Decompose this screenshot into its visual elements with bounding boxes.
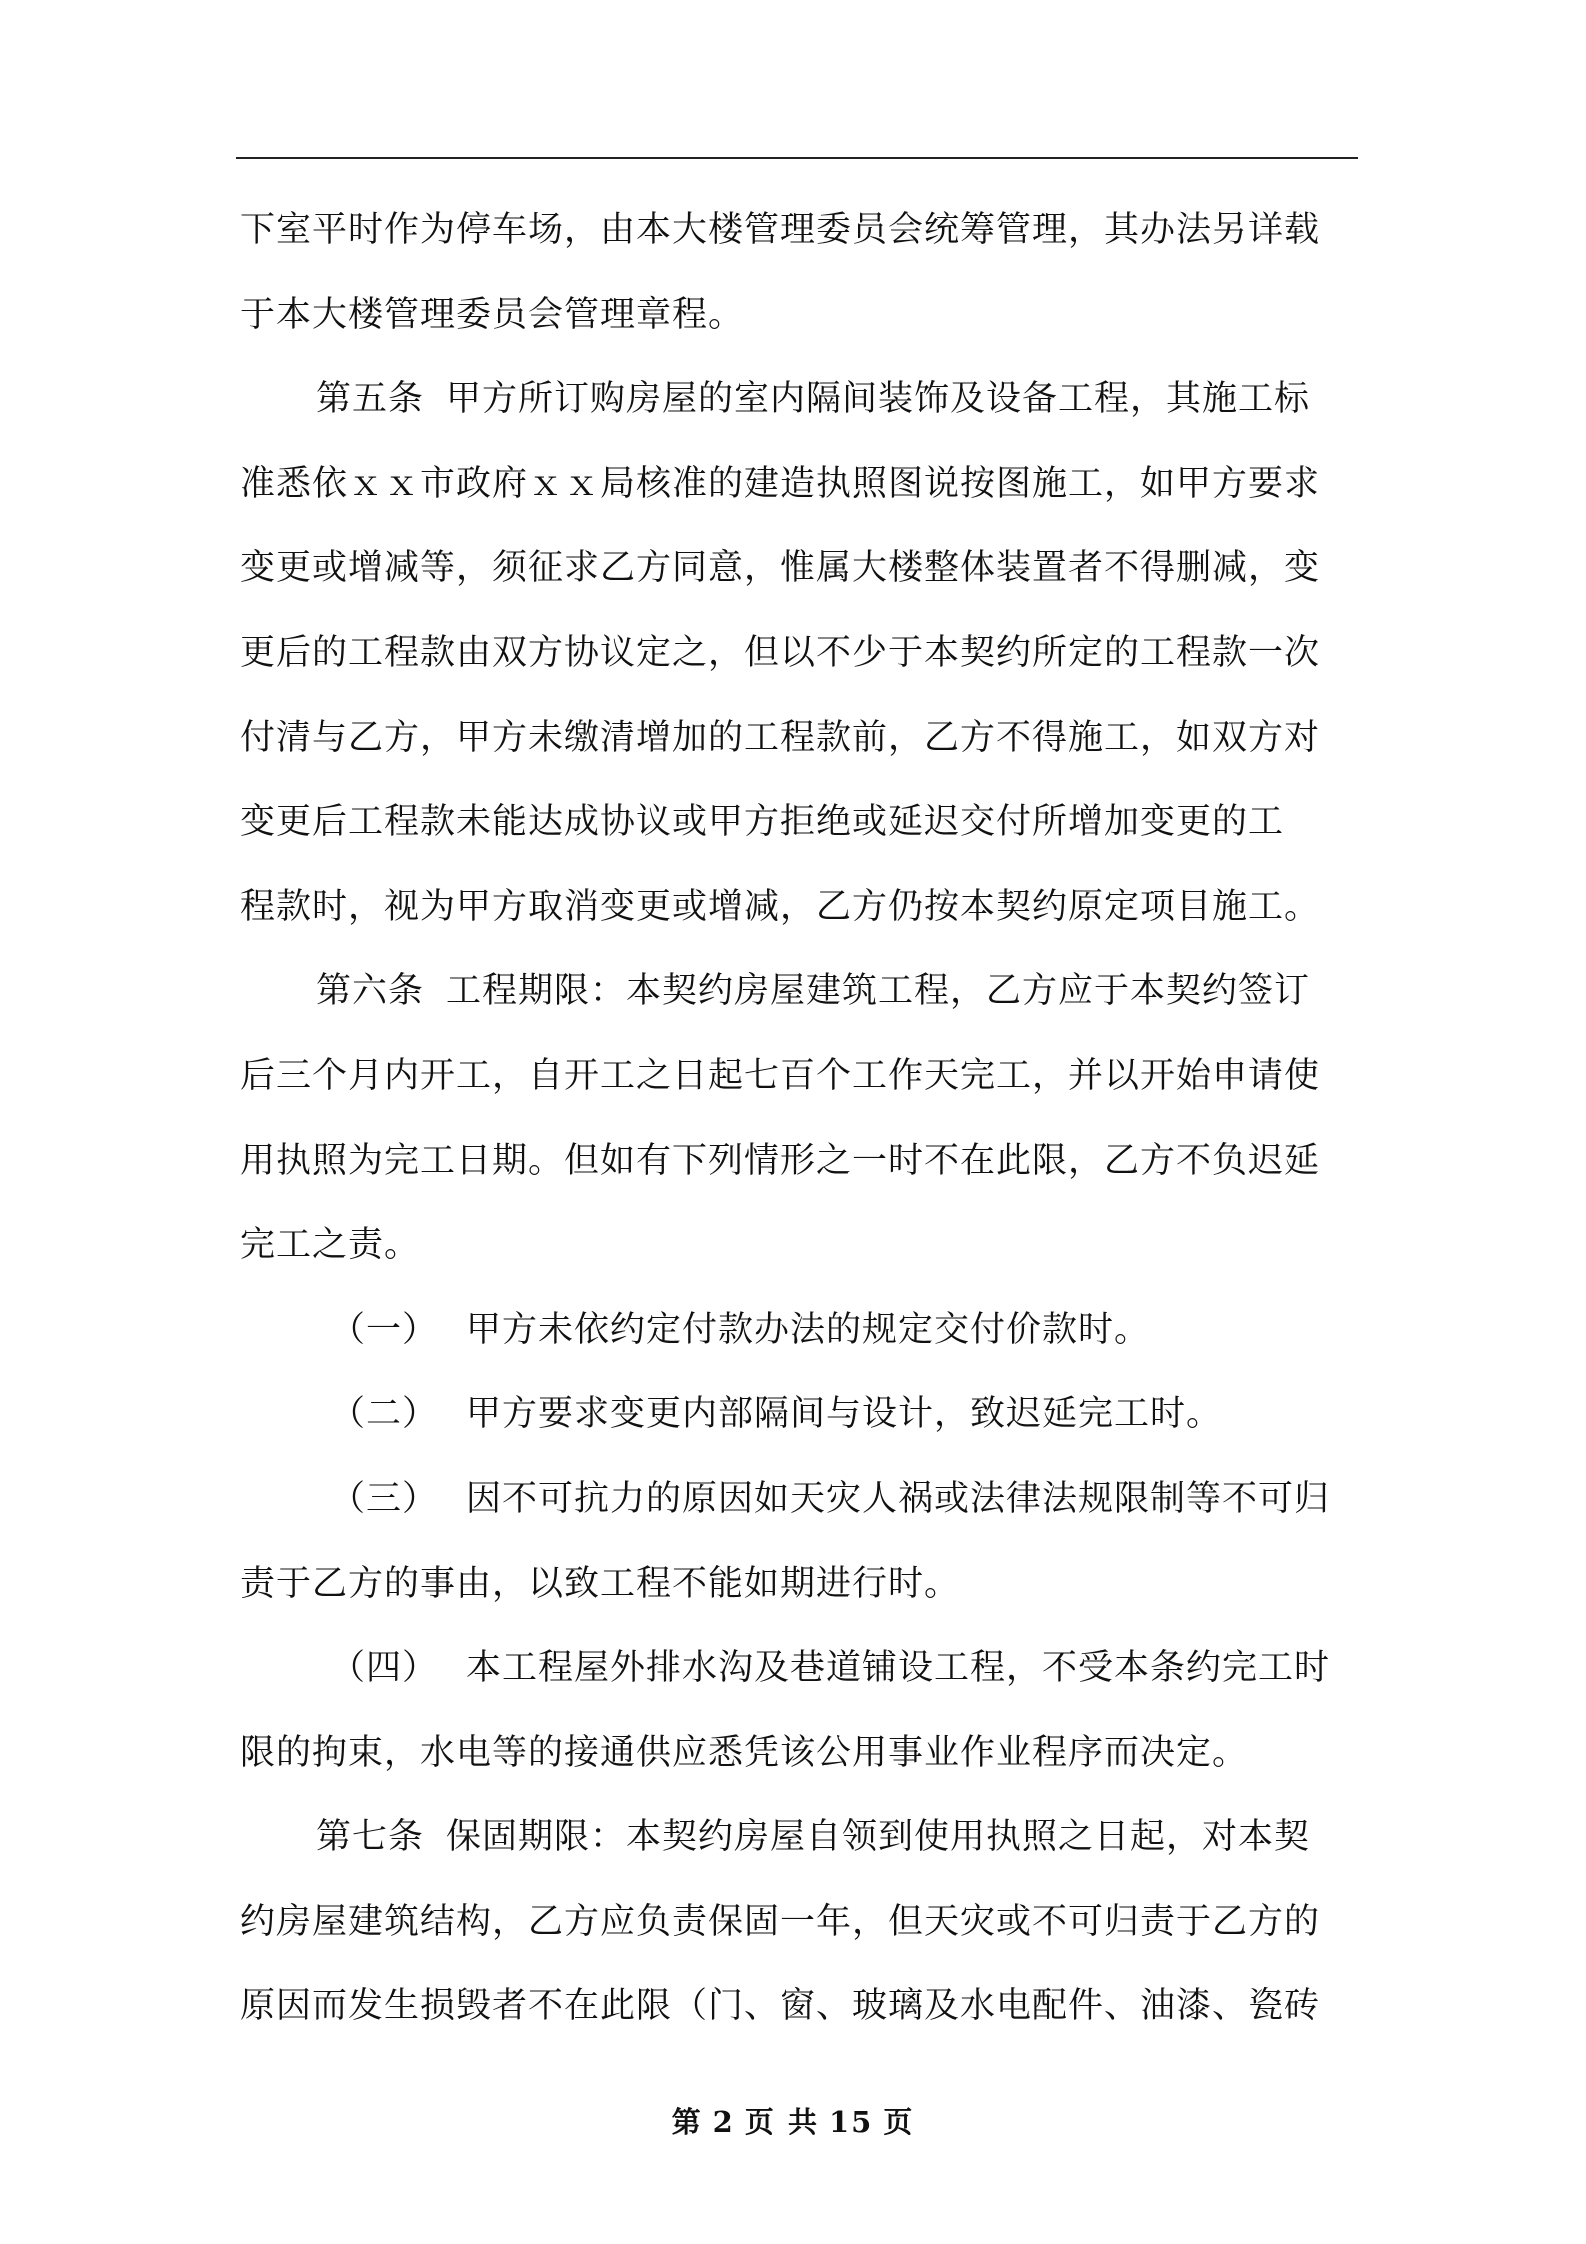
text-line: 程款时，视为甲方取消变更或增减，乙方仍按本契约原定项目施工。	[240, 886, 1321, 927]
footer-suffix: 页	[883, 2105, 915, 2139]
text-line: 下室平时作为停车场，由本大楼管理委员会统筹管理，其办法另详载	[240, 210, 1321, 250]
item-text: 本工程屋外排水沟及巷道铺设工程，不受本条约完工时	[466, 1648, 1331, 1689]
text-line: 变更后工程款未能达成协议或甲方拒绝或延迟交付所增加变更的工	[240, 802, 1285, 843]
item-text: 甲方要求变更内部隔间与设计，致迟延完工时。	[466, 1394, 1223, 1435]
footer-prefix: 第	[671, 2105, 703, 2139]
article-7-first-line	[240, 1807, 1358, 1892]
item-text: 甲方未依约定付款办法的规定交付价款时。	[466, 1309, 1151, 1350]
article-number: 第五条	[316, 379, 425, 420]
page-number: 2	[712, 2105, 735, 2139]
text-line: 更后的工程款由双方协议定之，但以不少于本契约所定的工程款一次	[240, 632, 1321, 673]
item-marker: （四）	[330, 1648, 439, 1689]
list-item-1	[240, 1300, 1358, 1385]
article-text: 保固期限：本契约房屋自领到使用执照之日起，对本契	[446, 1817, 1311, 1858]
document-body	[240, 200, 1358, 2061]
list-item-3	[240, 1469, 1358, 1554]
article-text: 甲方所订购房屋的室内隔间装饰及设备工程，其施工标	[446, 379, 1311, 420]
header-rule	[236, 157, 1358, 159]
text-line: 于本大楼管理委员会管理章程。	[240, 294, 745, 335]
text-line: 付清与乙方，甲方未缴清增加的工程款前，乙方不得施工，如双方对	[240, 717, 1321, 758]
text-line: 准悉依ｘｘ市政府ｘｘ局核准的建造执照图说按图施工，如甲方要求	[240, 463, 1321, 504]
text-line: 原因而发生损毁者不在此限（门、窗、玻璃及水电配件、油漆、瓷砖	[240, 1986, 1321, 2027]
article-5-first-line	[240, 369, 1358, 454]
item-marker: （二）	[330, 1394, 439, 1435]
article-text: 工程期限：本契约房屋建筑工程，乙方应于本契约签订	[446, 971, 1311, 1012]
page-total: 15	[828, 2105, 874, 2139]
text-line: 完工之责。	[240, 1225, 421, 1266]
list-item-4	[240, 1638, 1358, 1723]
page-footer	[0, 2100, 1586, 2141]
text-line: 变更或增减等，须征求乙方同意，惟属大楼整体装置者不得删减，变	[240, 548, 1321, 589]
footer-middle: 页 共	[744, 2105, 819, 2139]
text-line: 限的拘束，水电等的接通供应悉凭该公用事业作业程序而决定。	[240, 1732, 1249, 1773]
article-number: 第六条	[316, 971, 425, 1012]
text-line: 约房屋建筑结构，乙方应负责保固一年，但天灾或不可归责于乙方的	[240, 1901, 1321, 1942]
article-number: 第七条	[316, 1817, 425, 1858]
item-marker: （三）	[330, 1478, 439, 1519]
text-line: 后三个月内开工，自开工之日起七百个工作天完工，并以开始申请使	[240, 1055, 1321, 1096]
item-marker: （一）	[330, 1309, 439, 1350]
text-line: 责于乙方的事由，以致工程不能如期进行时。	[240, 1563, 961, 1604]
text-line: 用执照为完工日期。但如有下列情形之一时不在此限，乙方不负迟延	[240, 1140, 1321, 1181]
article-6-first-line	[240, 961, 1358, 1046]
item-text: 因不可抗力的原因如天灾人祸或法律法规限制等不可归	[466, 1478, 1331, 1519]
list-item-2	[240, 1384, 1358, 1469]
